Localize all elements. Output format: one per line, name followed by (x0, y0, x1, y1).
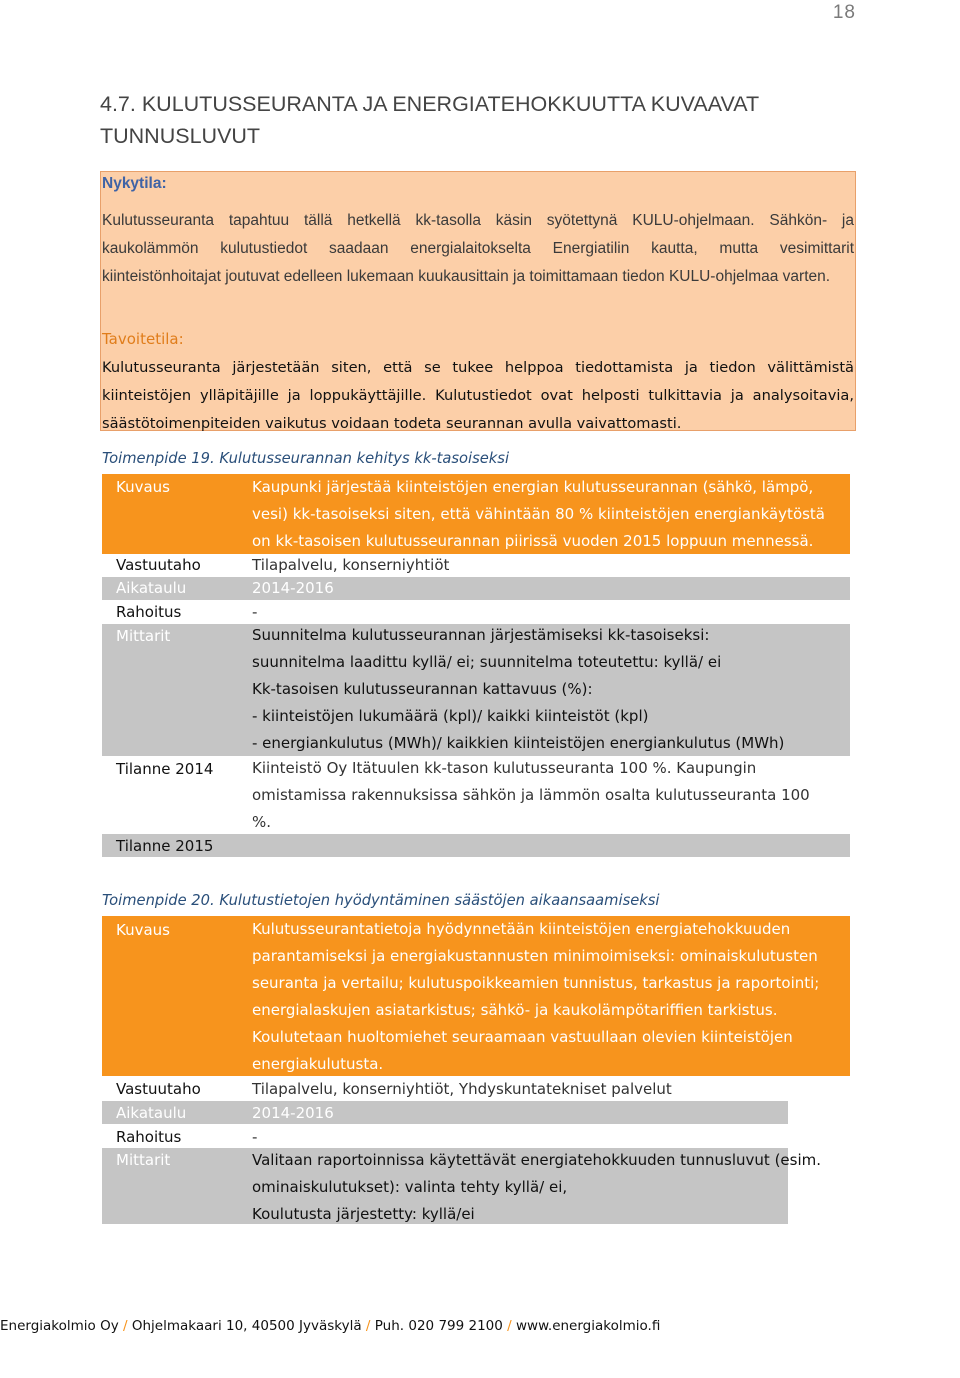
m19-tilanne2014-label: Tilanne 2014 (116, 760, 214, 778)
section-heading (100, 88, 860, 152)
footer-company: Energiakolmio Oy (0, 1318, 119, 1334)
heading-line-1: 4.7. KULUTUSSEURANTA JA ENERGIATEHOKKUUTTA KUVAAVAT (100, 92, 760, 116)
m20-rahoitus-value: - (252, 1128, 258, 1146)
m19-mittarit-line: Kk-tasoisen kulutusseurannan kattavuus (%): (252, 680, 593, 698)
m20-aikataulu-value: 2014-2016 (252, 1104, 334, 1122)
m19-kuvaus-line: Kaupunki järjestää kiinteistöjen energian kulutusseurannan (sähkö, lämpö, (252, 478, 814, 496)
m19-aikataulu-value: 2014-2016 (252, 579, 334, 597)
m19-kuvaus-line: on kk-tasoisen kulutusseurannan piirissä vuoden 2015 loppuun mennessä. (252, 532, 814, 550)
m19-mittarit-line: - energiankulutus (MWh)/ kaikkien kiinteistöjen energiankulutus (MWh) (252, 734, 785, 752)
m19-vastuutaho-label: Vastuutaho (116, 556, 201, 574)
m19-tilanne2014-line: Kiinteistö Oy Itätuulen kk-tason kulutusseuranta 100 %. Kaupungin (252, 759, 757, 777)
m20-rahoitus-label: Rahoitus (116, 1128, 182, 1146)
m19-tilanne2015-label: Tilanne 2015 (116, 837, 214, 855)
footer-phone: Puh. 020 799 2100 (374, 1318, 503, 1334)
nykytila-text: Kulutusseuranta tapahtuu tällä hetkellä kk-tasolla käsin syötettynä KULU-ohjelmaan. Sähkön- ja kaukolämmön kulutustiedot saadaan energialaitokselta Energiatilin kautta, mutta vesimittarit kiinteistönhoitajat joutuvat edelleen lukemaan kuukausittain ja toimittamaan tiedon KULU-ohjelmaa varten. (102, 212, 854, 285)
m20-kuvaus-line: energiakulutusta. (252, 1055, 384, 1073)
m20-vastuutaho-label: Vastuutaho (116, 1080, 201, 1098)
m19-vastuutaho-value: Tilapalvelu, konserniyhtiöt (252, 556, 450, 574)
m19-mittarit-text (252, 622, 842, 757)
footer-web-link[interactable]: www.energiakolmio.fi (516, 1318, 661, 1334)
m19-mittarit-line: suunnitelma laadittu kyllä/ ei; suunnitelma toteutettu: kyllä/ ei (252, 653, 722, 671)
footer-address: Ohjelmakaari 10, 40500 Jyväskylä (131, 1318, 362, 1334)
tavoitetila-title: Tavoitetila: (102, 330, 184, 348)
m20-mittarit-line: ominaiskulutukset): valinta tehty kyllä/ ei, (252, 1178, 568, 1196)
m19-mittarit-line: - kiinteistöjen lukumäärä (kpl)/ kaikki kiinteistöt (kpl) (252, 707, 649, 725)
page-number: 18 (832, 2, 856, 23)
m19-aikataulu-label: Aikataulu (116, 579, 187, 597)
m20-kuvaus-label: Kuvaus (116, 921, 170, 939)
m20-kuvaus-line: parantamiseksi ja energiakustannusten minimoimiseksi: ominaiskulutusten (252, 947, 818, 965)
footer-separator: / (507, 1318, 512, 1334)
m20-kuvaus-line: Koulutetaan huoltomiehet seuraamaan vastuullaan olevien kiinteistöjen (252, 1028, 793, 1046)
m20-mittarit-line: Koulutusta järjestetty: kyllä/ei (252, 1205, 475, 1223)
m19-tilanne2014-line: %. (252, 813, 272, 831)
m20-vastuutaho-value: Tilapalvelu, konserniyhtiöt, Yhdyskuntatekniset palvelut (252, 1080, 672, 1098)
footer-separator: / (365, 1318, 371, 1334)
m19-rahoitus-value: - (252, 603, 258, 621)
m19-tilanne2015-band (102, 834, 850, 857)
m19-kuvaus-text (252, 474, 842, 555)
m19-tilanne2014-line: omistamissa rakennuksissa sähkön ja lämmön osalta kulutusseuranta 100 (252, 786, 810, 804)
nykytila-title: Nykytila: (102, 175, 167, 192)
m19-aikataulu-band (102, 577, 850, 600)
m20-mittarit-line: Valitaan raportoinnissa käytettävät energiatehokkuuden tunnusluvut (esim. (252, 1151, 822, 1169)
measure-20-title: Toimenpide 20. Kulutustietojen hyödyntäminen säästöjen aikaansaamiseksi (102, 892, 660, 909)
m20-aikataulu-label: Aikataulu (116, 1104, 187, 1122)
tavoitetila-text: Kulutusseuranta järjestetään siten, että se tukee helppoa tiedottamista ja tiedon välittämistä kiinteistöjen ylläpitäjille ja loppukäyttäjille. Kulutustiedot ovat helposti tulkittavia ja analysoitavia, säästötoimenpiteiden vaikutus voidaan todeta seurannan avulla vaivattomasti. (102, 359, 854, 432)
m20-kuvaus-line: energialaskujen asiatarkistus; sähkö- ja kaukolämpötariffien tarkistus. (252, 1001, 778, 1019)
m19-mittarit-line: Suunnitelma kulutusseurannan järjestämiseksi kk-tasoiseksi: (252, 626, 710, 644)
m19-kuvaus-label: Kuvaus (116, 478, 170, 496)
measure-19-title: Toimenpide 19. Kulutusseurannan kehitys kk-tasoiseksi (102, 450, 510, 467)
footer-separator: / (123, 1318, 128, 1334)
m19-tilanne2014-text (252, 755, 842, 836)
m20-mittarit-label: Mittarit (116, 1151, 171, 1169)
m20-kuvaus-line: Kulutusseurantatietoja hyödynnetään kiinteistöjen energiatehokkuuden (252, 920, 791, 938)
heading-line-2: TUNNUSLUVUT (100, 124, 261, 148)
m20-kuvaus-text (252, 916, 840, 1078)
m20-kuvaus-line: seuranta ja vertailu; kulutuspoikkeamien tunnistus, tarkastus ja raportointi; (252, 974, 820, 992)
m19-mittarit-label: Mittarit (116, 627, 171, 645)
m20-mittarit-text (252, 1147, 852, 1228)
m19-rahoitus-label: Rahoitus (116, 603, 182, 621)
m19-kuvaus-line: vesi) kk-tasoiseksi siten, että vähintään 80 % kiinteistöjen energiankäytöstä (252, 505, 826, 523)
footer (0, 1318, 960, 1334)
m20-aikataulu-band (102, 1101, 788, 1124)
